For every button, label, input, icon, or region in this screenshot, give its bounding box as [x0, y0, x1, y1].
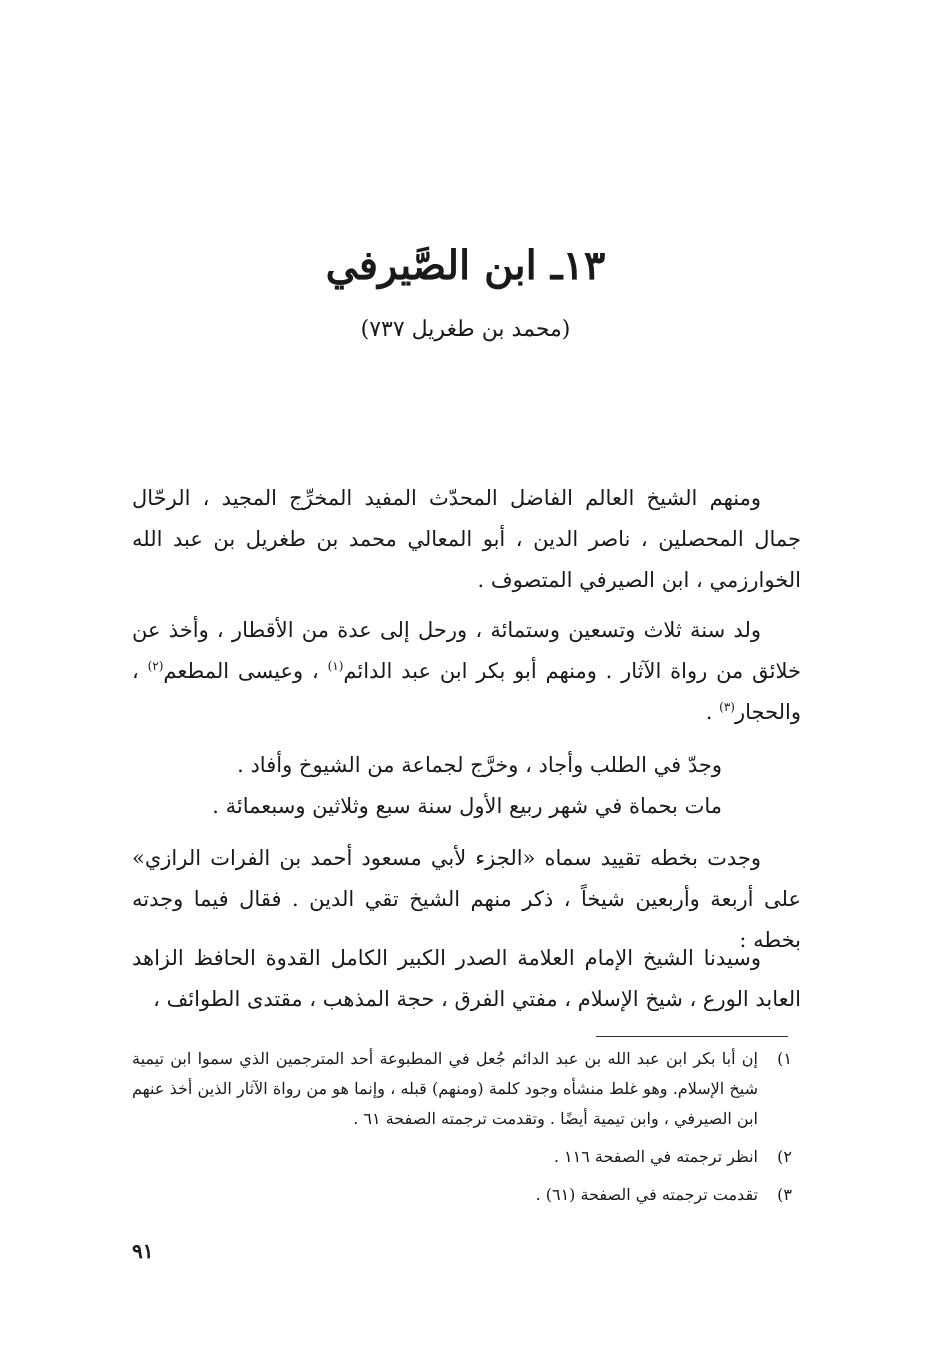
- footnote-divider: [596, 1036, 788, 1037]
- footnote-3: [132, 1180, 792, 1210]
- footnote-3-text: تقدمت ترجمته في الصفحة (٦١) .: [535, 1185, 758, 1204]
- paragraph-birth-text-a: ولد سنة ثلاث وتسعين وستمائة ، ورحل إلى عدة من الأقطار ، وأخذ عن خلائق من رواة الآثار . ومنهم أبو بكر ابن عبد الدائم: [132, 618, 801, 683]
- footnote-2: [132, 1142, 792, 1172]
- footnote-1-number: ١): [777, 1049, 792, 1068]
- paragraph-birth: [132, 610, 801, 733]
- footnote-ref-3[interactable]: (٣): [719, 700, 735, 714]
- chapter-title: ١٣ـ ابن الصَّيرفي: [325, 242, 606, 289]
- paragraph-birth-text-d: .: [705, 700, 720, 724]
- page-number: ٩١: [132, 1239, 154, 1263]
- footnote-1-text: إن أبا بكر ابن عبد الله بن عبد الدائم جُعل في المطبوعة أحد المترجمين الذي سموا ابن تيمية شيخ الإسلام. وهو غلط منشأه وجود كلمة (ومنهم) قبله ، وإنما هو من رواة الآثار الذين أخذ عنهم ابن الصيرفي ، وابن تيمية أيضًا . وتقدمت ترجمته الصفحة ٦١ .: [132, 1049, 758, 1128]
- paragraph-intro: ومنهم الشيخ العالم الفاضل المحدّث المفيد المخرِّج المجيد ، الرحّال جمال المحصلين ، ناصر الدين ، أبو المعالي محمد بن طغريل بن عبد الله الخوارزمي ، ابن الصيرفي المتصوف .: [132, 486, 801, 592]
- paragraph-manuscript: وجدت بخطه تقييد سماه «الجزء لأبي مسعود أحمد بن الفرات الرازي» على أربعة وأربعين شيخاً ، ذكر منهم الشيخ تقي الدين . فقال فيما وجدته بخطه :: [132, 846, 801, 952]
- paragraph-quote: وسيدنا الشيخ الإمام العلامة الصدر الكبير الكامل القدوة الحافظ الزاهد العابد الورع ، شيخ الإسلام ، مفتي الفرق ، حجة المذهب ، مقتدى الطوائف ،: [132, 946, 801, 1011]
- footnote-3-number: ٣): [777, 1185, 792, 1204]
- chapter-subtitle: (محمد بن طغريل ٧٣٧): [360, 317, 571, 342]
- footnote-ref-2[interactable]: (٢): [147, 659, 164, 673]
- footnote-2-text: انظر ترجمته في الصفحة ١١٦ .: [553, 1147, 758, 1166]
- footnote-ref-1[interactable]: (١): [327, 659, 344, 673]
- paragraph-birth-text-b: ، وعيسى المطعم: [163, 659, 328, 683]
- footnote-1: [132, 1044, 792, 1134]
- paragraph-study: وجدّ في الطلب وأجاد ، وخرَّج لجماعة من الشيوخ وأفاد .: [237, 753, 722, 777]
- footnote-2-number: ٢): [777, 1147, 792, 1166]
- footnotes-section: [132, 1044, 792, 1218]
- paragraph-death: مات بحماة في شهر ربيع الأول سنة سبع وثلاثين وسبعمائة .: [212, 794, 722, 818]
- paragraph-birth-text-c: ، والحجار: [132, 659, 801, 724]
